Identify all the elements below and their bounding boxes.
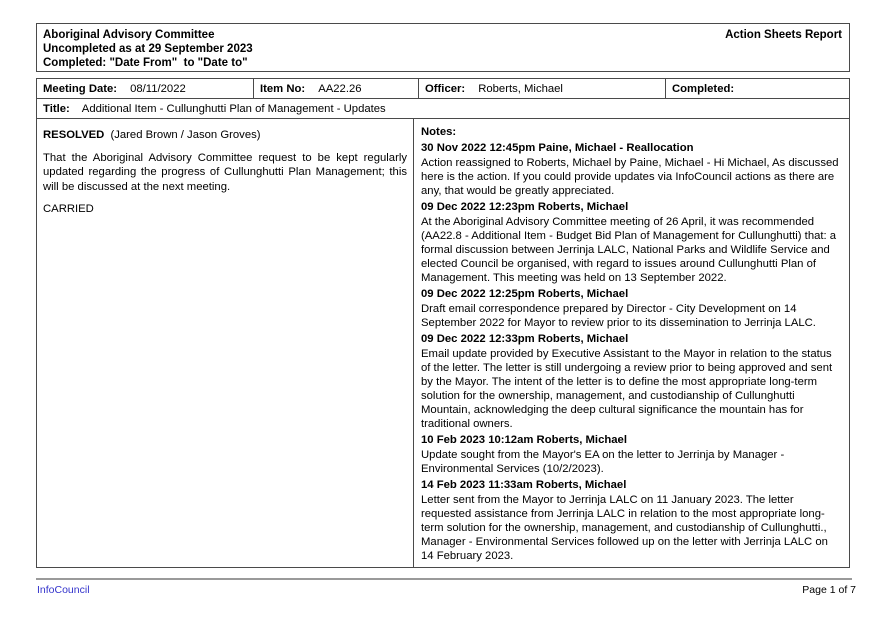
report-header-box (36, 23, 850, 72)
meeting-date-cell (37, 79, 254, 98)
item-no-cell (254, 79, 419, 98)
meeting-date-value: 08/11/2022 (130, 82, 186, 95)
completed-cell (666, 79, 849, 98)
footer-divider (36, 578, 852, 580)
note-entry (421, 433, 841, 476)
infocouncil-link[interactable]: InfoCouncil (37, 584, 90, 596)
note-entry (421, 287, 841, 330)
completed-label: Completed: (672, 82, 735, 95)
note-entry (421, 478, 841, 563)
resolution-text: That the Aboriginal Advisory Committee request to be kept regularly updated regarding the progress of Cullunghutti Plan Management; this will be discussed at the next meeting. (43, 151, 407, 193)
item-no-label: Item No: (260, 82, 306, 95)
resolved-word: RESOLVED (43, 129, 105, 141)
note-body: Email update provided by Executive Assistant to the Mayor in relation to the status of the letter. The letter is still undergoing a review prior to being approved and sent by the Mayor. The intent of the letter is to define the most appropriate long-term solution for the ownership, management, and custodianship of Cullunghutti Mountain, acknowledging the deep cultural significance the mountain has for traditional owners. (421, 348, 833, 430)
carried-text: CARRIED (43, 203, 94, 215)
officer-label: Officer: (425, 82, 466, 95)
note-heading: 14 Feb 2023 11:33am Roberts, Michael (421, 479, 627, 491)
item-no-value: AA22.26 (318, 82, 362, 95)
title-value: Additional Item - Cullunghutti Plan of Management - Updates (81, 102, 386, 115)
completed-range-line: Completed: "Date From" to "Date to" (43, 57, 248, 69)
notes-label: Notes: (421, 126, 457, 138)
meta-row (37, 79, 849, 99)
note-heading: 09 Dec 2022 12:25pm Roberts, Michael (421, 288, 629, 300)
note-heading: 10 Feb 2023 10:12am Roberts, Michael (421, 434, 627, 446)
title-row (37, 99, 849, 119)
note-heading: 09 Dec 2022 12:23pm Roberts, Michael (421, 201, 629, 213)
resolution-cell (37, 119, 414, 567)
page-number: Page 1 of 7 (802, 584, 856, 596)
notes-cell (414, 119, 849, 567)
note-body: Letter sent from the Mayor to Jerrinja LALC on 11 January 2023. The letter requested assistance from Jerrinja LALC in relation to the most appropriate long-term solution for the ownership, management, and custodianship of Cullunghutti., Manager - Environmental Services followed up on the letter with Jerrinja LALC on 14 February 2023. (421, 494, 828, 562)
report-title: Action Sheets Report (725, 29, 842, 41)
report-header-left (43, 28, 253, 71)
note-entry (421, 200, 841, 285)
officer-cell (419, 79, 666, 98)
uncompleted-line: Uncompleted as at 29 September 2023 (43, 43, 253, 55)
officer-value: Roberts, Michael (478, 82, 563, 95)
resolution-movers: (Jared Brown / Jason Groves) (110, 129, 261, 141)
note-body: Action reassigned to Roberts, Michael by Paine, Michael - Hi Michael, As discussed here is the action. If you could provide updates via InfoCouncil actions as there are any, that would be greatly appreciated. (421, 157, 839, 197)
note-heading: 09 Dec 2022 12:33pm Roberts, Michael (421, 333, 629, 345)
committee-name: Aboriginal Advisory Committee (43, 29, 215, 41)
body-row (37, 119, 849, 567)
meeting-date-label: Meeting Date: (43, 82, 118, 95)
note-heading: 30 Nov 2022 12:45pm Paine, Michael - Reallocation (421, 142, 694, 154)
resolved-heading (43, 128, 407, 143)
note-body: Update sought from the Mayor's EA on the letter to Jerrinja by Manager - Environmental Services (10/2/2023). (421, 449, 785, 475)
note-entry (421, 332, 841, 431)
note-body: At the Aboriginal Advisory Committee meeting of 26 April, it was recommended (AA22.8 - Additional Item - Budget Bid Plan of Management for Cullunghutti) that: a formal discussion between Jerrinja LALC, National Parks and Wildlife Service and elected Council be organised, with regard to issues around Cullunghutti Plan of Management. This meeting was held on 13 September 2022. (421, 216, 837, 284)
action-sheet-table (36, 78, 850, 568)
note-entry (421, 141, 841, 198)
title-label: Title: (43, 102, 70, 115)
note-body: Draft email correspondence prepared by Director - City Development on 14 September 2022 for Mayor to review prior to its dissemination to Jerrinja LALC. (421, 303, 816, 329)
